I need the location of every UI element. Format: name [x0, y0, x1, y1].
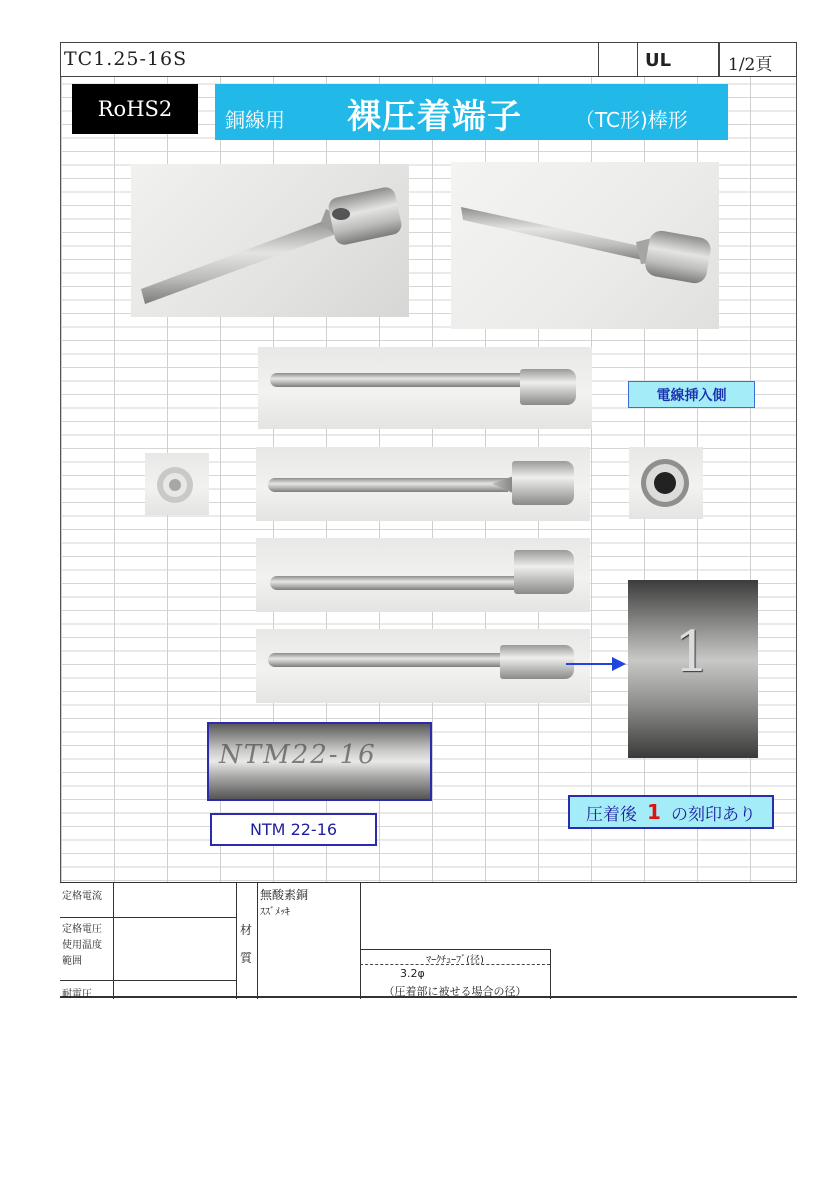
zoom-digit: 1 [674, 620, 710, 685]
header-divider [718, 42, 720, 77]
terminal-end-view-barrel [629, 447, 703, 519]
terminal-photo-perspective-left [131, 164, 409, 317]
rohs-badge: RoHS2 [72, 84, 198, 134]
marking-zoom-photo [207, 722, 432, 801]
plating-value: ｽｽﾞﾒｯｷ [260, 907, 290, 918]
title-prefix: 銅線用 [225, 108, 285, 132]
marker-tube-value: 3.2φ [400, 967, 425, 980]
terminal-pin [270, 373, 530, 387]
terminal-pin [270, 576, 522, 590]
terminal-barrel [512, 461, 574, 505]
terminal-photo-side-marked [256, 629, 590, 703]
arrow-line [566, 663, 618, 665]
pin-end-illustration [145, 453, 209, 515]
page-number: 1/2頁 [728, 55, 773, 75]
title-main: 裸圧着端子 [347, 97, 522, 137]
temp-range-label-2: 範囲 [62, 956, 82, 967]
rated-voltage-label: 定格電圧 [62, 924, 102, 935]
crimp-note [568, 795, 774, 829]
standard-label: UL [645, 50, 672, 71]
terminal-illustration [131, 164, 409, 317]
material-label-char: 材 [240, 923, 253, 937]
material-label-char: 質 [240, 951, 253, 965]
wire-insertion-side-label: 電線挿入側 [628, 381, 755, 408]
withstand-voltage-label: 耐電圧 [62, 989, 92, 1000]
table-divider [236, 883, 237, 999]
title-banner [215, 84, 728, 140]
table-row-line [360, 949, 550, 950]
terminal-barrel [514, 550, 574, 594]
spec-table [60, 882, 797, 998]
table-divider [113, 883, 114, 999]
crimp-note-after: の刻印あり [670, 804, 756, 825]
table-divider [257, 883, 258, 999]
terminal-pin [268, 478, 508, 492]
material-value: 無酸素銅 [260, 888, 309, 902]
crimp-note-before: 圧着後 [586, 804, 638, 825]
marking-label: NTM 22-16 [210, 813, 377, 846]
terminal-photo-perspective-right [451, 162, 719, 329]
barrel-end-illustration [629, 447, 703, 519]
terminal-barrel [520, 369, 576, 405]
marker-tube-note: （圧着部に被せる場合の径） [383, 985, 527, 998]
crimp-note-number: 1 [647, 800, 661, 824]
arrow-head-icon [612, 657, 626, 671]
marker-tube-header: ﾏｰｸﾁｭｰﾌﾞ(径) [426, 955, 484, 966]
terminal-end-view-pin [145, 453, 209, 515]
table-divider [360, 883, 361, 999]
rated-current-label: 定格電流 [62, 891, 102, 902]
terminal-pin [268, 653, 508, 667]
header-divider [598, 42, 599, 77]
terminal-illustration [451, 162, 719, 329]
marking-engraving: NTM22-16 [219, 740, 377, 770]
terminal-photo-side-top [258, 347, 592, 429]
table-divider [550, 949, 551, 999]
terminal-barrel [500, 645, 574, 679]
document-code: TC1.25-16S [64, 48, 188, 70]
title-suffix: （TC形)棒形 [575, 108, 688, 132]
table-row-line [60, 917, 236, 918]
header-divider [637, 42, 638, 77]
table-row-line [60, 980, 236, 981]
temp-range-label: 使用温度 [62, 940, 102, 951]
crimp-mark-zoom-photo [628, 580, 758, 758]
terminal-photo-side-open [256, 447, 590, 521]
terminal-photo-side-bottom [256, 538, 590, 612]
